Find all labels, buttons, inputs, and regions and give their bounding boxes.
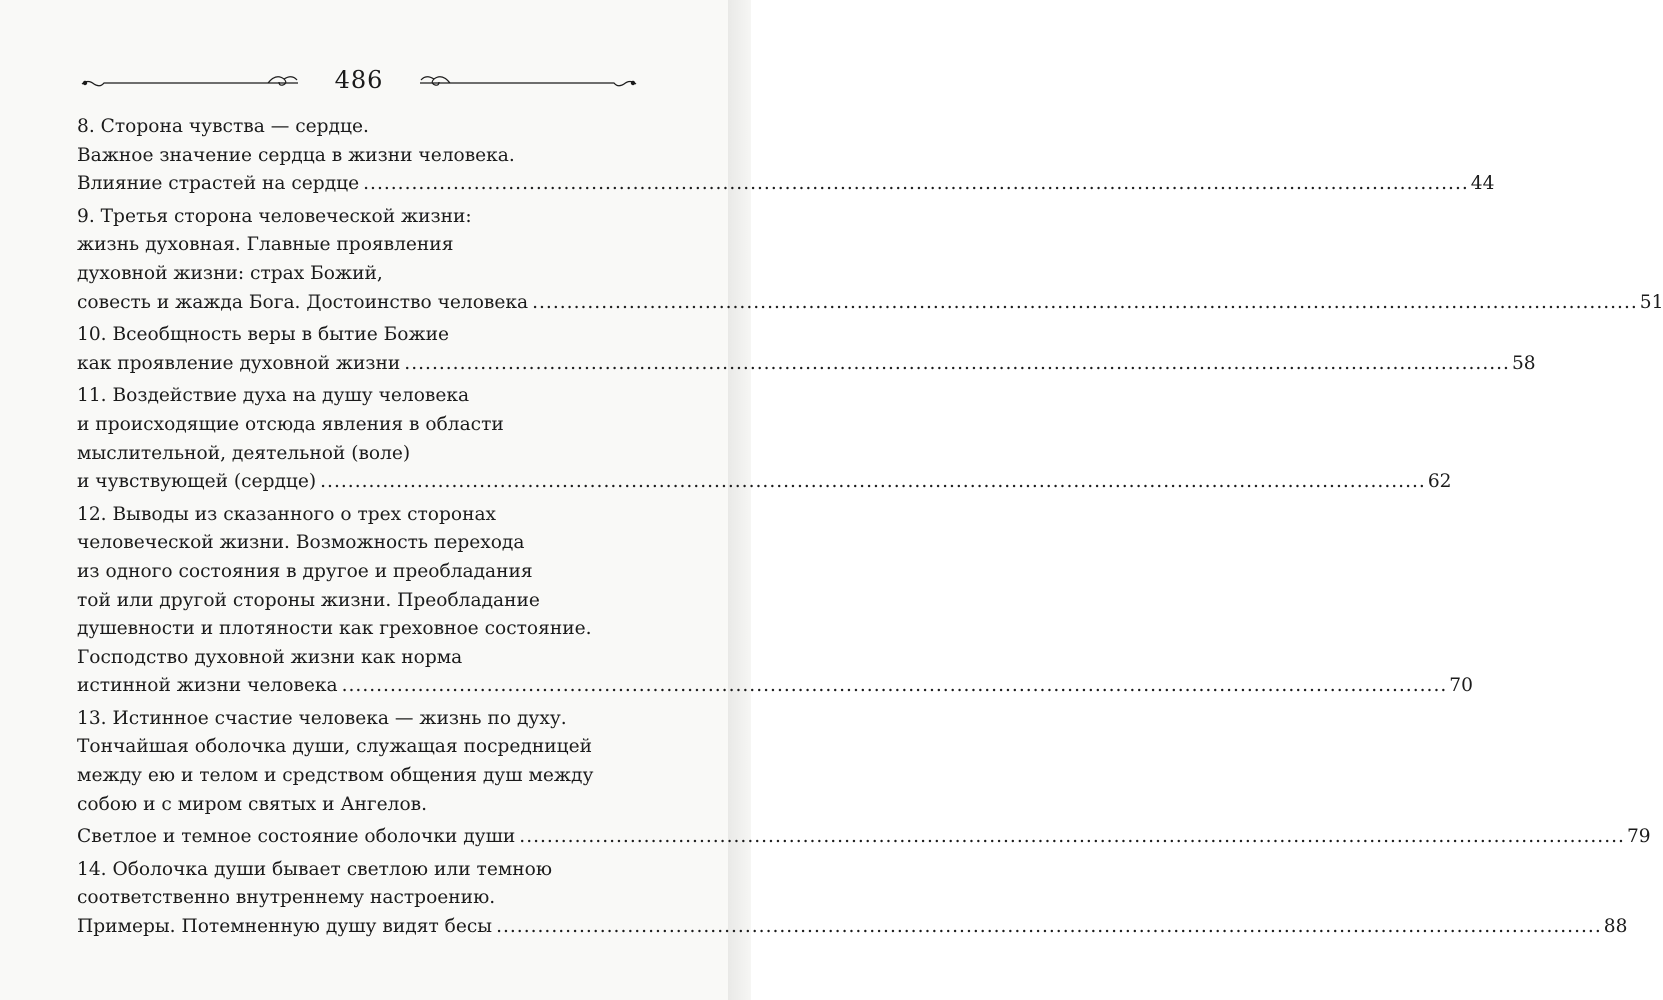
toc-entry-line: жизнь духовная. Главные проявления (77, 234, 454, 256)
dot-leader: ................................................................................................................................................................ (404, 352, 1510, 374)
toc-entry (77, 856, 1628, 942)
toc-entry-line: между ею и телом и средством общения душ между (77, 765, 594, 787)
right-ornament-icon (415, 70, 640, 92)
dot-leader: ................................................................................................................................................................ (519, 826, 1625, 848)
toc-page-number: 70 (1449, 675, 1473, 697)
toc-entry-line: Тончайшая оболочка души, служащая посредницей (77, 736, 593, 758)
toc-entry-line: той или другой стороны жизни. Преобладание (77, 589, 540, 611)
dot-leader: ................................................................................................................................................................ (341, 675, 1448, 697)
dot-leader: ................................................................................................................................................................ (363, 173, 1469, 195)
page-number: 486 (334, 66, 384, 94)
toc-entry-final-line (77, 289, 1663, 318)
toc-entry-line: 10. Всеобщность веры в бытие Божие (77, 324, 449, 346)
toc-entry-line: мыслительной, деятельной (воле) (77, 442, 411, 464)
toc-entry-title: Влияние страстей на сердце (77, 173, 360, 195)
toc-page-number: 79 (1626, 826, 1651, 848)
toc-page-number: 44 (1470, 173, 1495, 195)
running-header (78, 62, 640, 102)
toc-entry (77, 823, 1651, 852)
dot-leader: ................................................................................................................................................................ (532, 291, 1638, 313)
dot-leader: ................................................................................................................................................................ (320, 471, 1426, 493)
toc-entry-final-line (77, 823, 1651, 852)
toc-entry-line: Господство духовной жизни как норма (77, 646, 463, 668)
toc-entry (77, 321, 1536, 378)
toc-entry-final-line (77, 350, 1536, 379)
toc-page-number: 88 (1603, 916, 1628, 938)
toc-entry-line: соответственно внутреннему настроению. (77, 887, 496, 909)
table-of-contents (77, 113, 1663, 946)
toc-entry (77, 382, 1452, 496)
dot-leader: ................................................................................................................................................................ (496, 916, 1602, 938)
toc-entry-final-line (77, 913, 1628, 942)
toc-entry-line: человеческой жизни. Возможность перехода (77, 532, 525, 554)
toc-entry-title: и чувствующей (сердце) (77, 471, 317, 493)
toc-entry (77, 501, 1473, 701)
toc-entry-final-line (77, 170, 1495, 199)
toc-entry-line: из одного состояния в другое и преобладания (77, 560, 533, 582)
toc-entry-line: 13. Истинное счастие человека — жизнь по духу. (77, 707, 567, 729)
toc-entry-line: 8. Сторона чувства — сердце. (77, 116, 369, 137)
toc-entry-line: 12. Выводы из сказанного о трех сторонах (77, 503, 497, 525)
toc-entry-line: собою и с миром святых и Ангелов. (77, 793, 428, 815)
toc-page-number: 62 (1427, 471, 1452, 493)
toc-entry-title: совесть и жажда Бога. Достоинство человека (77, 291, 529, 313)
toc-entry-line: Важное значение сердца в жизни человека. (77, 144, 515, 166)
toc-entry (77, 203, 1663, 317)
toc-entry-line: и происходящие отсюда явления в области (77, 413, 504, 435)
toc-entry-final-line (77, 468, 1452, 497)
toc-entry-line: 11. Воздействие духа на душу человека (77, 385, 470, 407)
toc-entry-line: духовной жизни: страх Божий, (77, 262, 383, 284)
toc-entry-line: душевности и плотяности как греховное состояние. (77, 618, 592, 640)
toc-entry-title: истинной жизни человека (77, 675, 338, 697)
toc-entry (77, 113, 1495, 199)
toc-entry (77, 705, 638, 819)
toc-entry-title: как проявление духовной жизни (77, 352, 401, 374)
toc-entry-line: 14. Оболочка души бывает светлою или темною (77, 858, 553, 880)
toc-entry-final-line (77, 672, 1473, 701)
toc-entry-line: 9. Третья сторона человеческой жизни: (77, 205, 472, 227)
toc-page-number: 51 (1639, 291, 1663, 313)
toc-entry-title: Примеры. Потемненную душу видят бесы (77, 916, 493, 938)
toc-entry-title: Светлое и темное состояние оболочки души (77, 826, 516, 848)
toc-page-number: 58 (1511, 352, 1536, 374)
